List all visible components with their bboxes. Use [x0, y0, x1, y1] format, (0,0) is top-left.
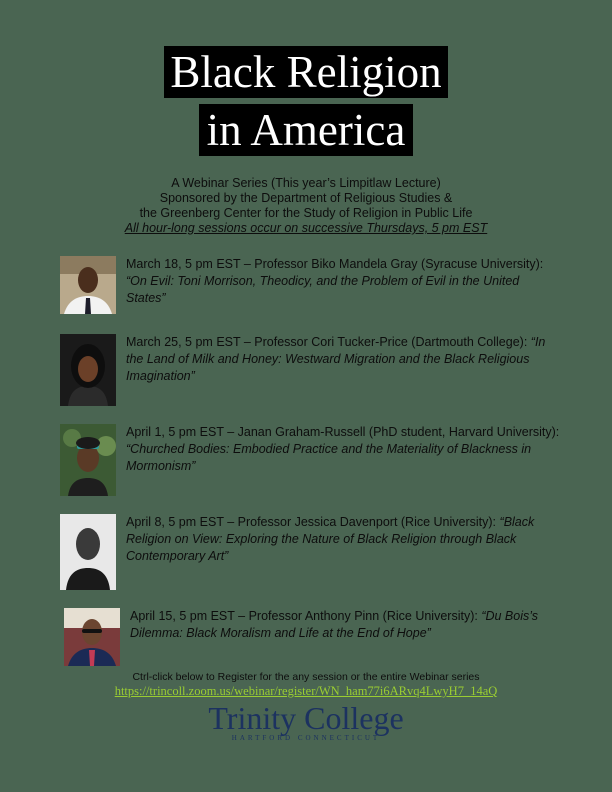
intro-block	[0, 176, 612, 236]
session-item	[60, 256, 560, 316]
title-block	[0, 46, 612, 156]
session-text	[130, 608, 564, 642]
session-info: March 25, 5 pm EST – Professor Cori Tucker-Price (Dartmouth College):	[126, 335, 528, 349]
intro-schedule-note: All hour-long sessions occur on successive Thursdays, 5 pm EST	[124, 221, 488, 235]
speaker-photo	[60, 514, 116, 590]
speaker-photo	[60, 334, 116, 406]
session-item	[60, 424, 560, 496]
logo-name: Trinity College	[208, 700, 404, 736]
logo-subtitle: HARTFORD CONNECTICUT	[231, 734, 381, 742]
session-text	[126, 334, 560, 385]
session-text	[126, 256, 560, 307]
session-item	[60, 608, 560, 666]
session-info: April 15, 5 pm EST – Professor Anthony Pinn (Rice University):	[130, 609, 478, 623]
session-talk-title: “Churched Bodies: Embodied Practice and the Materiality of Blackness in Mormonism”	[126, 442, 532, 473]
college-logo	[0, 700, 612, 742]
speaker-photo	[60, 256, 116, 314]
register-instructions: Ctrl-click below to Register for the any session or the entire Webinar series	[132, 671, 480, 683]
session-item	[60, 514, 560, 590]
session-item	[60, 334, 560, 406]
session-info: April 1, 5 pm EST – Janan Graham-Russell (PhD student, Harvard University):	[126, 425, 560, 439]
session-text	[126, 514, 560, 565]
register-link[interactable]: https://trincoll.zoom.us/webinar/register/WN_ham77i6ARvq4LwyH7_14aQ	[114, 684, 498, 698]
session-text	[126, 424, 560, 475]
session-talk-title: “Black Religion on View: Exploring the Nature of Black Religion through Black Contemporary Art”	[126, 515, 535, 563]
session-info: April 8, 5 pm EST – Professor Jessica Davenport (Rice University):	[126, 515, 497, 529]
intro-line-1: A Webinar Series (This year’s Limpitlaw Lecture)	[171, 176, 441, 190]
intro-line-3: the Greenberg Center for the Study of Religion in Public Life	[139, 206, 473, 220]
session-talk-title: “Du Bois’s Dilemma: Black Moralism and Life at the End of Hope”	[130, 609, 539, 640]
session-info: March 18, 5 pm EST – Professor Biko Mandela Gray (Syracuse University):	[126, 257, 544, 271]
intro-line-2: Sponsored by the Department of Religious Studies &	[159, 191, 453, 205]
page-title-line-2: in America	[199, 104, 414, 156]
speaker-photo	[64, 608, 120, 666]
session-talk-title: “In the Land of Milk and Honey: Westward Migration and the Black Religious Imagination”	[126, 335, 546, 383]
page-title-line-1: Black Religion	[164, 46, 447, 98]
speaker-photo	[60, 424, 116, 496]
session-talk-title: “On Evil: Toni Morrison, Theodicy, and the Problem of Evil in the United States”	[126, 274, 520, 305]
